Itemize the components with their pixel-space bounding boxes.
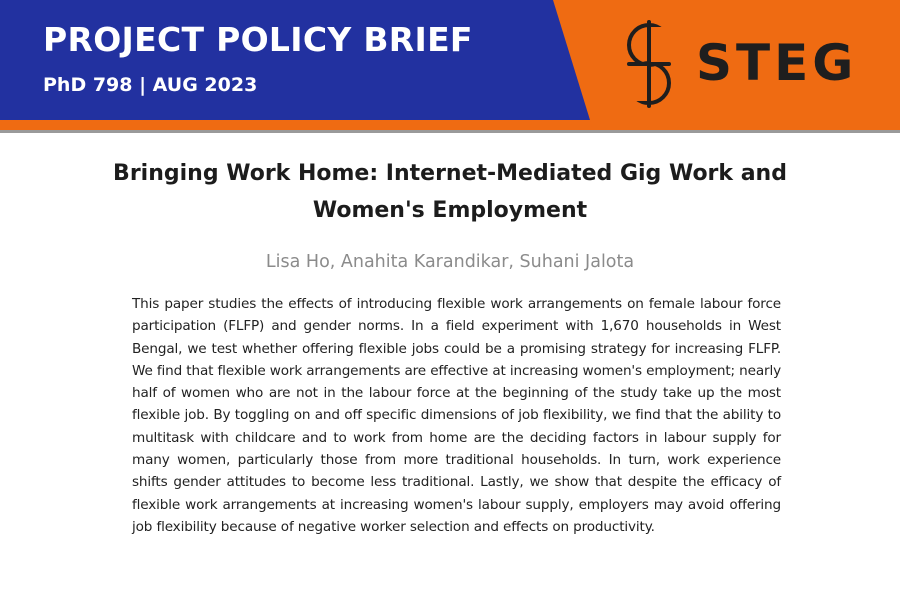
paper-title: Bringing Work Home: Internet-Mediated Gig Work and Women's Employment <box>113 161 787 223</box>
navy-panel <box>0 0 590 120</box>
banner-rule <box>0 130 900 133</box>
brief-meta: PhD 798 | AUG 2023 <box>43 74 258 96</box>
steg-logo-text: STEG <box>696 34 858 92</box>
brief-title: PROJECT POLICY BRIEF <box>43 20 473 59</box>
steg-swirl-icon <box>618 20 680 108</box>
header-banner <box>0 0 900 138</box>
abstract-text: This paper studies the effects of introducing flexible work arrangements on female labour force participation (FLFP) and gender norms. In a field experiment with 1,670 households in West Bengal, we test whether offering flexible jobs could be a promising strategy for increasing FLFP. We find that flexible work arrangements are effective at increasing women's employment; nearly half of women who are not in the labour force at the beginning of the study take up the most flexible job. By toggling on and off specific dimensions of job flexibility, we find that the ability to multitask with childcare and to work from home are the deciding factors in labour supply for many women, particularly those from more traditional households. In turn, work experience shifts gender attitudes to become less traditional. Lastly, we show that despite the efficacy of flexible work arrangements at increasing women's labour supply, employers may avoid offering job flexibility because of negative worker selection and effects on productivity. <box>132 296 781 535</box>
paper-authors: Lisa Ho, Anahita Karandikar, Suhani Jalota <box>265 252 635 272</box>
orange-stripe <box>0 120 593 130</box>
